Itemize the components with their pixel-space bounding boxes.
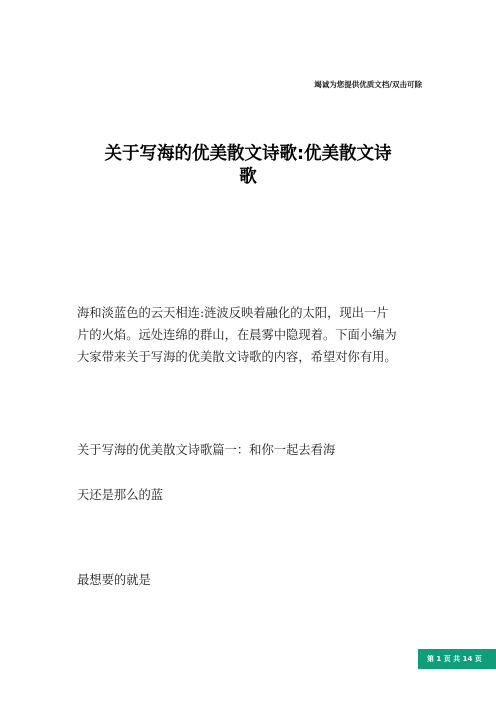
- section-heading: [77, 439, 437, 461]
- title-line-1: 关于写海的优美散文诗歌:优美散文诗: [104, 144, 392, 164]
- poem-line-text: 最想要的就是: [77, 573, 151, 587]
- page-indicator-badge: 第 1 页 共 14 页: [418, 649, 496, 669]
- intro-line-3: 大家带来关于写海的优美散文诗歌的内容，希望对你有用。: [77, 350, 397, 364]
- intro-line-1: 海和淡蓝色的云天相连:涟波反映着融化的太阳，现出一片: [77, 306, 389, 320]
- section-heading-text: 关于写海的优美散文诗歌篇一：和你一起去看海: [77, 443, 336, 457]
- header-note: 竭诚为您提供优质文档/双击可除: [314, 80, 422, 89]
- poem-line: [77, 484, 437, 506]
- intro-paragraph: [77, 302, 437, 368]
- document-title: [60, 143, 436, 189]
- poem-line: [77, 569, 437, 591]
- poem-line-text: 天还是那么的蓝: [77, 488, 164, 502]
- title-line-2: 歌: [239, 167, 257, 187]
- intro-line-2: 片的火焰。远处连绵的群山，在晨雾中隐现着。下面小编为: [77, 328, 397, 342]
